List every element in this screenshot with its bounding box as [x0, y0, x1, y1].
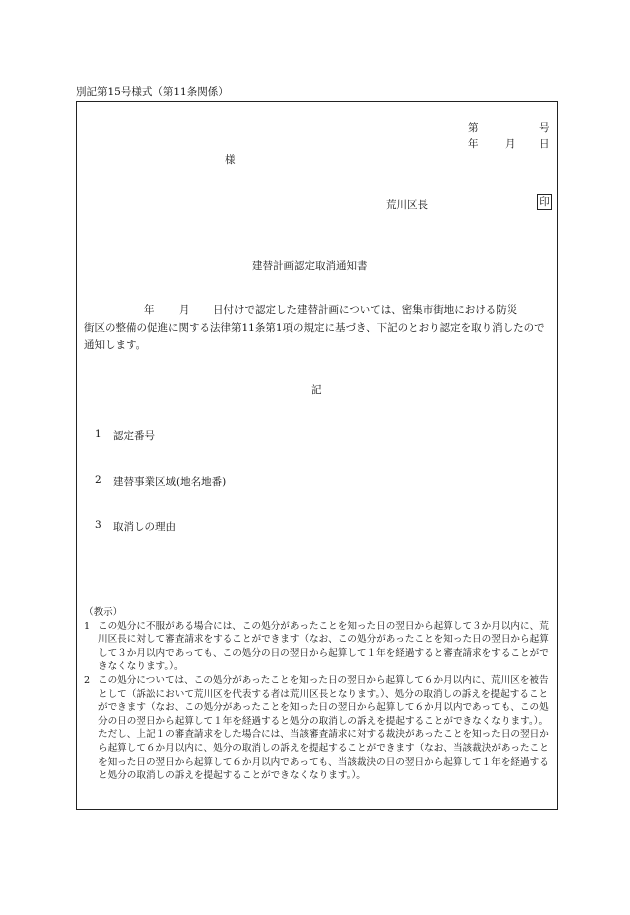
- date-year-label: 年: [468, 138, 479, 150]
- body-first-line: 日付けで認定した建替計画については、密集市街地における防災: [213, 304, 518, 316]
- addressee-sama: 様: [225, 154, 236, 166]
- body-rest: 街区の整備の促進に関する法律第11条第1項の規定に基づき、下記のとおり認定を取り消したので通知します。: [84, 321, 545, 351]
- notice-item-1-text: この処分に不服がある場合には、この処分があったことを知った日の翌日から起算して３か月以内に、荒川区長に対して審査請求をすることができます（なお、この処分があったことを知った日の翌日から起算して３か月以内であっても、この処分の日の翌日から起算して１年を経過すると審査請求をすることができなくなります。）。: [98, 620, 549, 673]
- number-dai-label: 第: [468, 122, 479, 134]
- body-paragraph: [84, 302, 551, 355]
- notice-item-1-number: 1: [84, 620, 91, 632]
- body-date-month: 月: [179, 304, 190, 316]
- body-date-year: 年: [144, 304, 155, 316]
- notice-item-2-number: 2: [84, 674, 91, 686]
- item-2-number: 2: [95, 474, 102, 486]
- issuer-name: 荒川区長: [386, 199, 428, 211]
- number-go-label: 号: [539, 122, 550, 134]
- form-caption: 別記第15号様式（第11条関係）: [76, 86, 229, 98]
- notice-item-1: [84, 620, 551, 674]
- date-month-label: 月: [505, 138, 516, 150]
- item-1-number: 1: [95, 428, 102, 440]
- item-3-label: 取消しの理由: [113, 521, 176, 533]
- notice-heading: （教示）: [84, 607, 123, 618]
- ki-label: 記: [311, 384, 322, 396]
- item-2-label: 建替事業区域(地名地番): [113, 476, 227, 488]
- date-day-label: 日: [539, 138, 550, 150]
- item-1-label: 認定番号: [113, 430, 155, 442]
- notice-item-2: [84, 674, 551, 783]
- seal-mark: 印: [537, 194, 552, 210]
- notice-item-2-text: この処分については、この処分があったことを知った日の翌日から起算して６か月以内に、荒川区を被告として（訴訟において荒川区を代表する者は荒川区長となります。）、処分の取消しの訴えを提起することができます（なお、この処分があったことを知った日の翌日から起算して６か月以内であっても、この処分の日の翌日から起算して１年を経過すると処分の取消しの訴えを提起することができなくなります。）。ただし、上記１の審査請求をした場合には、当該審査請求に対する裁決があったことを知った日の翌日から起算して６か月以内に、処分の取消しの訴えを提起することができます（なお、当該裁決があったことを知った日の翌日から起算して６か月以内であっても、当該裁決の日の翌日から起算して１年を経過すると処分の取消しの訴えを提起することができなくなります。）。: [98, 674, 549, 782]
- item-3-number: 3: [95, 519, 102, 531]
- notice-section: [84, 606, 551, 783]
- document-title: 建替計画認定取消通知書: [252, 260, 368, 272]
